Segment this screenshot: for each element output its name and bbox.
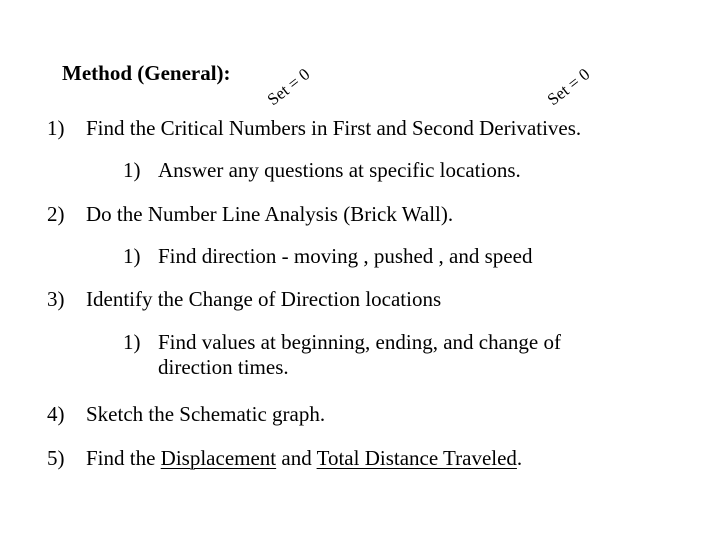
total-distance-term: Total Distance Traveled	[316, 446, 517, 470]
set-zero-label-1: Set = 0	[263, 64, 314, 110]
step-text: Identify the Change of Direction locations	[86, 287, 442, 311]
substep-1-1	[123, 158, 521, 183]
step-3	[47, 287, 441, 312]
substep-text: Find direction - moving , pushed , and speed	[158, 244, 533, 268]
step-suffix: .	[516, 446, 523, 470]
step-number: 3)	[47, 287, 65, 311]
step-middle: and	[276, 446, 317, 470]
step-1	[47, 116, 581, 141]
substep-number: 1)	[123, 330, 141, 354]
step-text	[86, 446, 522, 471]
step-text: Find the Critical Numbers in First and Second Derivatives.	[86, 116, 582, 140]
set-zero-label-2: Set = 0	[543, 64, 594, 110]
step-number: 2)	[47, 202, 65, 226]
substep-number: 1)	[123, 158, 141, 182]
step-5	[47, 446, 522, 471]
step-prefix: Find the	[86, 446, 161, 470]
step-text: Do the Number Line Analysis (Brick Wall).	[86, 202, 454, 226]
substep-2-1	[123, 244, 532, 269]
substep-text	[158, 330, 561, 380]
step-number: 5)	[47, 446, 65, 470]
substep-3-1	[123, 330, 561, 380]
step-4	[47, 402, 325, 427]
step-number: 1)	[47, 116, 65, 140]
substep-line-2: direction times.	[158, 355, 289, 379]
substep-line-1: Find values at beginning, ending, and change of	[158, 330, 561, 354]
step-number: 4)	[47, 402, 65, 426]
substep-number: 1)	[123, 244, 141, 268]
step-text: Sketch the Schematic graph.	[86, 402, 326, 426]
step-2	[47, 202, 453, 227]
substep-text: Answer any questions at specific locations.	[158, 158, 521, 182]
method-heading: Method (General):	[62, 61, 231, 85]
displacement-term: Displacement	[160, 446, 277, 470]
